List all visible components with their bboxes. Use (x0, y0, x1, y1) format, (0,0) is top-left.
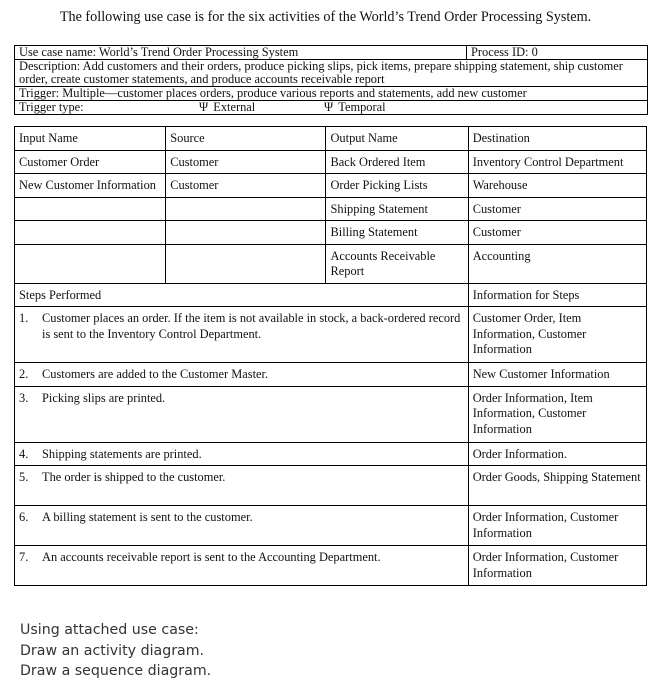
source (166, 221, 326, 245)
source (166, 197, 326, 221)
instruction-line: Using attached use case: (20, 622, 199, 638)
column-header: Source (166, 127, 326, 151)
step-info: Order Information, Customer Information (468, 546, 646, 586)
step-cell (15, 386, 469, 442)
trigger: Trigger: Multiple—customer places orders, produce various reports and statements, add new customer (15, 87, 647, 101)
step-row (15, 546, 647, 586)
destination: Customer (468, 221, 646, 245)
output-name: Accounts Receivable Report (326, 244, 468, 283)
step-number: 4. (19, 446, 29, 461)
step-number: 3. (19, 390, 29, 405)
step-info: New Customer Information (468, 363, 646, 387)
step-row (15, 506, 647, 546)
step-info: Order Goods, Shipping Statement (468, 466, 646, 506)
column-header: Input Name (15, 127, 166, 151)
step-row (15, 307, 647, 363)
source (166, 244, 326, 283)
io-header-row (15, 127, 647, 151)
step-text: Picking slips are printed. (42, 390, 166, 405)
destination: Accounting (468, 244, 646, 283)
step-cell (15, 363, 469, 387)
steps-header: Steps Performed (15, 283, 469, 307)
info-header: Information for Steps (468, 283, 646, 307)
psi-symbol-icon: Ψ (199, 100, 209, 114)
psi-symbol-icon: Ψ (324, 100, 334, 114)
step-text: Shipping statements are printed. (42, 446, 202, 461)
step-number: 7. (19, 550, 29, 564)
source: Customer (166, 174, 326, 198)
destination: Inventory Control Department (468, 150, 646, 174)
step-cell (15, 506, 469, 546)
trigger-temporal (324, 101, 449, 114)
step-info: Order Information, Item Information, Customer Information (468, 386, 646, 442)
input-name (15, 221, 166, 245)
output-name: Billing Statement (326, 221, 468, 245)
external-label: External (213, 100, 256, 114)
output-name: Shipping Statement (326, 197, 468, 221)
step-number: 6. (19, 510, 29, 524)
destination: Warehouse (468, 174, 646, 198)
use-case-header (14, 45, 648, 115)
step-row (15, 466, 647, 506)
step-row (15, 386, 647, 442)
step-info: Order Information. (468, 442, 646, 466)
step-row (15, 442, 647, 466)
step-row (15, 363, 647, 387)
instructions (20, 620, 211, 682)
trigger-type-row (15, 101, 647, 114)
instruction-line: Draw an activity diagram. (20, 642, 205, 659)
use-case-table (14, 126, 647, 586)
step-info: Customer Order, Item Information, Customer Information (468, 307, 646, 363)
io-row (15, 150, 647, 174)
destination: Customer (468, 197, 646, 221)
step-text: Customers are added to the Customer Master. (42, 367, 269, 381)
io-row (15, 244, 647, 283)
step-cell (15, 546, 469, 586)
trigger-external (199, 101, 324, 114)
step-number: 2. (19, 367, 29, 381)
input-name: Customer Order (15, 150, 166, 174)
step-text: Customer places an order. If the item is not available in stock, a back-ordered record is sent to the Inventory Control Department. (42, 311, 461, 341)
step-cell (15, 307, 469, 363)
step-text: The order is shipped to the customer. (42, 470, 226, 484)
io-row (15, 197, 647, 221)
step-cell (15, 442, 469, 466)
column-header: Destination (468, 127, 646, 151)
use-case-name: Use case name: World’s Trend Order Processing System (15, 46, 467, 59)
column-header: Output Name (326, 127, 468, 151)
description: Description: Add customers and their orders, produce picking slips, pick items, prepare shipping statement, ship customer order, create customer statements, and produce accounts receivable report (15, 60, 647, 87)
step-text: An accounts receivable report is sent to the Accounting Department. (42, 550, 381, 564)
step-info: Order Information, Customer Information (468, 506, 646, 546)
step-cell (15, 466, 469, 506)
input-name (15, 244, 166, 283)
output-name: Back Ordered Item (326, 150, 468, 174)
step-number: 5. (19, 470, 29, 484)
temporal-label: Temporal (338, 100, 386, 114)
steps-header-row (15, 283, 647, 307)
page-title: The following use case is for the six activities of the World’s Trend Order Processing System. (59, 9, 592, 25)
input-name: New Customer Information (15, 174, 166, 198)
io-row (15, 221, 647, 245)
io-row (15, 174, 647, 198)
trigger-type-label: Trigger type: (19, 100, 84, 114)
output-name: Order Picking Lists (326, 174, 468, 198)
use-case-name-row (15, 46, 647, 60)
input-name (15, 197, 166, 221)
step-text: A billing statement is sent to the customer. (42, 510, 253, 524)
step-number: 1. (19, 311, 29, 325)
instruction-line: Draw a sequence diagram. (20, 663, 212, 679)
process-id: Process ID: 0 (471, 45, 538, 59)
source: Customer (166, 150, 326, 174)
